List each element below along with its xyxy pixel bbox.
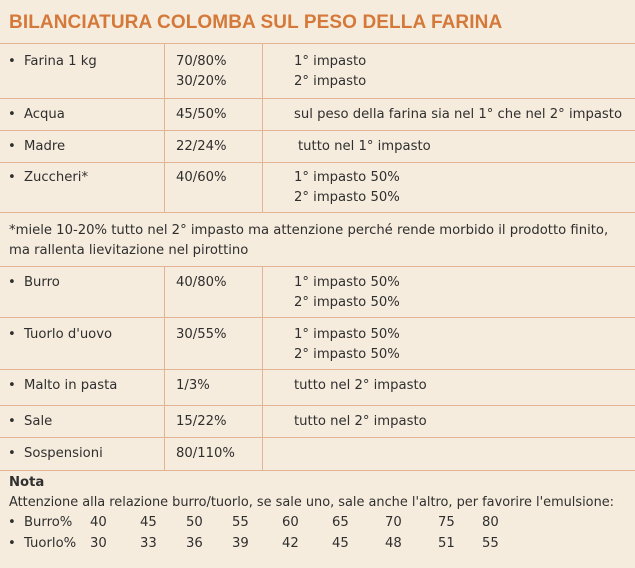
series-value: 48 bbox=[385, 536, 402, 551]
ingredient-name: • Farina 1 kg bbox=[0, 52, 97, 72]
note-line: 2° impasto 50% bbox=[294, 190, 400, 205]
ingredient-percent: 30/55% bbox=[176, 327, 227, 342]
series-value: 75 bbox=[438, 515, 455, 530]
series-value: 45 bbox=[140, 515, 157, 530]
series-label: • Tuorlo% bbox=[0, 534, 76, 554]
table-rule bbox=[0, 369, 635, 370]
ingredient-note bbox=[294, 273, 400, 313]
footnote-line: *miele 10-20% tutto nel 2° impasto ma attenzione perché rende morbido il prodotto finito, bbox=[9, 223, 609, 238]
ingredient-percent bbox=[176, 52, 227, 92]
note-line: 1° impasto 50% bbox=[294, 275, 400, 290]
ingredient-name: • Sospensioni bbox=[0, 444, 103, 464]
series-value: 55 bbox=[232, 515, 249, 530]
note-line: 2° impasto 50% bbox=[294, 347, 400, 362]
ingredient-note bbox=[294, 52, 366, 92]
ingredient-name: • Tuorlo d'uovo bbox=[0, 325, 112, 345]
percent-line: 30/20% bbox=[176, 74, 227, 89]
note-line: 2° impasto bbox=[294, 74, 367, 89]
table-rule bbox=[0, 405, 635, 406]
ingredient-percent: 22/24% bbox=[176, 139, 227, 154]
note-line: 1° impasto bbox=[294, 54, 367, 69]
ingredient-percent: 80/110% bbox=[176, 446, 235, 461]
note-line: 1° impasto 50% bbox=[294, 327, 400, 342]
ingredient-note bbox=[294, 168, 400, 208]
series-label: • Burro% bbox=[0, 513, 72, 533]
table-rule bbox=[0, 98, 635, 99]
column-divider bbox=[262, 266, 263, 470]
series-value: 36 bbox=[186, 536, 203, 551]
table-rule bbox=[0, 212, 635, 213]
series-value: 39 bbox=[232, 536, 249, 551]
series-value: 45 bbox=[332, 536, 349, 551]
series-value: 30 bbox=[90, 536, 107, 551]
table-rule bbox=[0, 43, 635, 44]
column-divider bbox=[262, 43, 263, 212]
series-value: 33 bbox=[140, 536, 157, 551]
ingredient-name: • Sale bbox=[0, 412, 52, 432]
ingredient-note: sul peso della farina sia nel 1° che nel 2° impasto bbox=[294, 107, 623, 122]
footnote bbox=[9, 221, 608, 261]
table-rule bbox=[0, 162, 635, 163]
series-value: 51 bbox=[438, 536, 455, 551]
column-divider bbox=[164, 266, 165, 470]
series-value: 42 bbox=[282, 536, 299, 551]
ingredient-percent: 15/22% bbox=[176, 414, 227, 429]
footnote-line: ma rallenta lievitazione nel pirottino bbox=[9, 243, 249, 258]
column-divider bbox=[164, 43, 165, 212]
series-value: 60 bbox=[282, 515, 299, 530]
note-line: 1° impasto 50% bbox=[294, 170, 400, 185]
ingredient-percent: 40/60% bbox=[176, 170, 227, 185]
nota-text: Attenzione alla relazione burro/tuorlo, se sale uno, sale anche l'altro, per favorire l'emulsione: bbox=[9, 495, 615, 510]
table-rule bbox=[0, 266, 635, 267]
ingredient-note bbox=[294, 325, 400, 365]
page-title: BILANCIATURA COLOMBA SUL PESO DELLA FARINA bbox=[9, 12, 503, 33]
nota-heading: Nota bbox=[9, 475, 45, 490]
ingredient-name: • Burro bbox=[0, 273, 60, 293]
series-value: 40 bbox=[90, 515, 107, 530]
ingredient-percent: 1/3% bbox=[176, 378, 210, 393]
ingredient-note: tutto nel 2° impasto bbox=[294, 414, 427, 429]
ingredient-name: • Malto in pasta bbox=[0, 376, 117, 396]
table-rule bbox=[0, 130, 635, 131]
ingredient-name: • Zuccheri* bbox=[0, 168, 88, 188]
ingredient-name: • Madre bbox=[0, 137, 65, 157]
ingredient-name: • Acqua bbox=[0, 105, 65, 125]
percent-line: 70/80% bbox=[176, 54, 227, 69]
series-value: 70 bbox=[385, 515, 402, 530]
table-rule bbox=[0, 470, 635, 471]
table-rule bbox=[0, 317, 635, 318]
ingredient-note: tutto nel 1° impasto bbox=[298, 139, 431, 154]
series-value: 50 bbox=[186, 515, 203, 530]
ingredient-percent: 45/50% bbox=[176, 107, 227, 122]
ingredient-note: tutto nel 2° impasto bbox=[294, 378, 427, 393]
series-value: 65 bbox=[332, 515, 349, 530]
series-value: 80 bbox=[482, 515, 499, 530]
ingredient-percent: 40/80% bbox=[176, 275, 227, 290]
series-value: 55 bbox=[482, 536, 499, 551]
note-line: 2° impasto 50% bbox=[294, 295, 400, 310]
table-rule bbox=[0, 437, 635, 438]
